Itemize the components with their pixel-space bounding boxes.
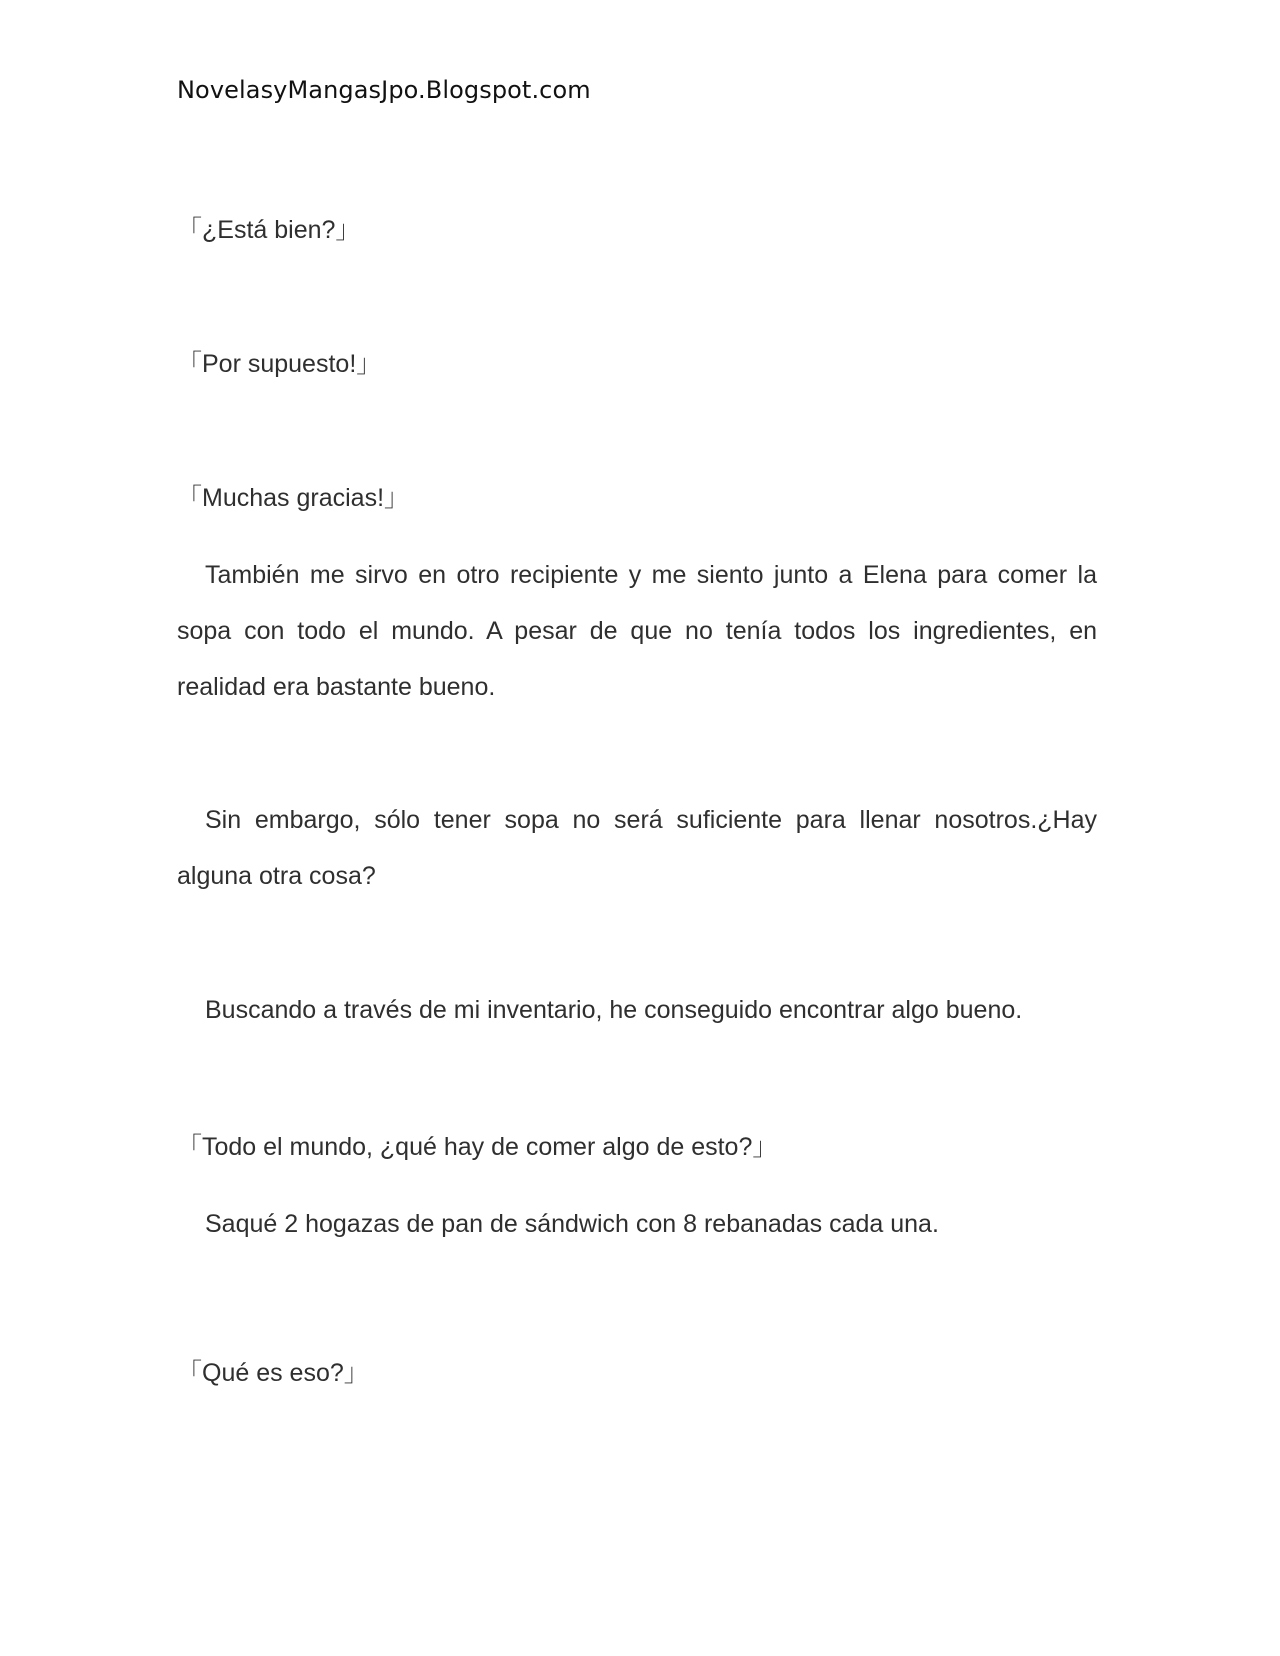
- narration-paragraph-sin-embargo: Sin embargo, sólo tener sopa no será suficiente para llenar nosotros.¿Hay alguna otra cosa?: [177, 806, 1097, 890]
- narration-paragraph-pan: Saqué 2 hogazas de pan de sándwich con 8 rebanadas cada una.: [205, 1210, 939, 1238]
- dialogue-line-que-es-eso: 「Qué es eso?」: [177, 1359, 369, 1387]
- dialogue-line-esta-bien: 「¿Está bien?」: [177, 216, 361, 244]
- site-header: NovelasyMangasJpo.Blogspot.com: [177, 76, 591, 104]
- dialogue-line-todo-el-mundo: 「Todo el mundo, ¿qué hay de comer algo de esto?」: [177, 1133, 778, 1161]
- narration-paragraph-inventario: Buscando a través de mi inventario, he conseguido encontrar algo bueno.: [205, 996, 1023, 1024]
- dialogue-line-por-supuesto: 「Por supuesto!」: [177, 350, 382, 378]
- dialogue-line-muchas-gracias: 「Muchas gracias!」: [177, 484, 410, 512]
- narration-paragraph-sopa: También me sirvo en otro recipiente y me siento junto a Elena para comer la sopa con todo el mundo. A pesar de que no tenía todos los ingredientes, en realidad era bastante bueno.: [177, 561, 1097, 701]
